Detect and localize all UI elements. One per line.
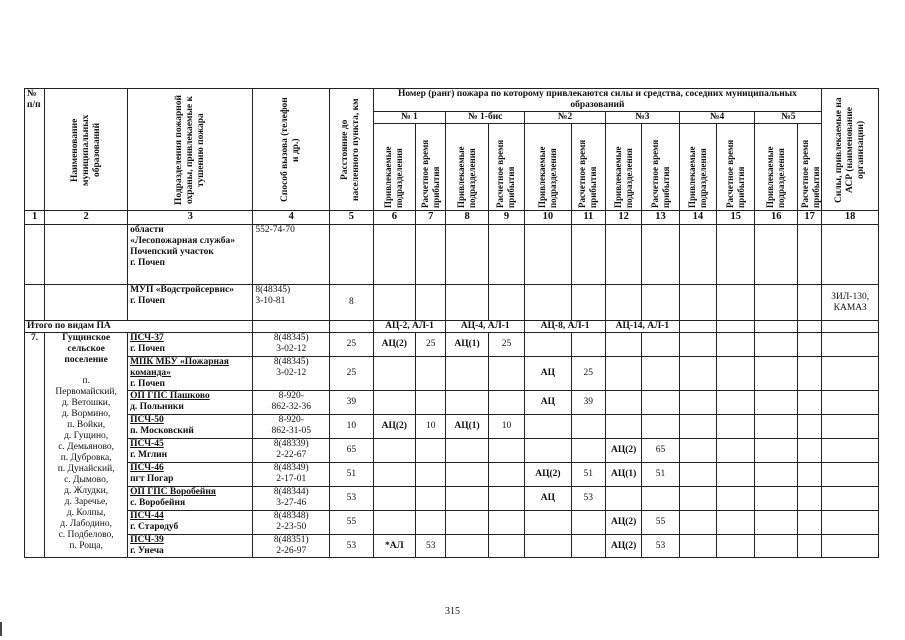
unit-distance: 10: [330, 415, 373, 439]
rank-2-time: 25: [571, 357, 605, 391]
rank-2-units: АЦ: [525, 357, 571, 391]
unit-row: [25, 391, 879, 415]
unit-row: [25, 333, 879, 357]
subheader-units: Привлекаемые подразделения: [686, 146, 708, 208]
unit-distance: 55: [330, 511, 373, 535]
unit-row: [25, 487, 879, 511]
rank-1-time: [416, 439, 446, 463]
rank-1-units: АЦ(2): [373, 333, 415, 357]
subheader-units: Привлекаемые подразделения: [612, 146, 634, 208]
unit-place: г. Почеп: [130, 344, 165, 354]
rank-3-units: АЦ(2): [605, 535, 641, 558]
subheader-time: Расчетное время прибытия: [495, 139, 517, 208]
rank-1bis-time: [488, 391, 524, 415]
subheader-time: Расчетное время прибытия: [577, 139, 599, 208]
rank-2-units: [525, 535, 571, 558]
rank-3-units: [605, 333, 641, 357]
header-rank-1: № 1: [373, 112, 446, 124]
unit-phone: 8(48349) 2-17-01: [253, 463, 330, 487]
unit-distance: 39: [330, 391, 373, 415]
rank-1-time: 53: [416, 535, 446, 558]
unit-row: [25, 463, 879, 487]
page-number: 315: [445, 606, 460, 617]
scan-edge: [0, 622, 2, 636]
rank-1bis-time: [488, 511, 524, 535]
rank-1-units: [373, 439, 415, 463]
rank-3-units: АЦ(2): [605, 511, 641, 535]
rank-2-time: 39: [571, 391, 605, 415]
column-number: 8: [446, 211, 488, 225]
header-call-method: Способ вызова (телефон и др.): [280, 97, 302, 202]
municipality-title: Гущинское сельское поселение: [62, 333, 111, 365]
subheader-units: Привлекаемые подразделения: [536, 146, 558, 208]
rank-1-time: [416, 357, 446, 391]
header-rank-4: №4: [679, 112, 755, 124]
rank-1-units: [373, 391, 415, 415]
column-number: 7: [416, 211, 446, 225]
rank-3-units: [605, 357, 641, 391]
unit-phone: 8(48345) 3-02-12: [253, 357, 330, 391]
rank-1bis-units: [446, 511, 488, 535]
rank-2-time: [571, 439, 605, 463]
rank-2-units: АЦ: [525, 391, 571, 415]
rank-3-time: 53: [642, 535, 679, 558]
rank-1bis-units: АЦ(1): [446, 333, 488, 357]
column-number: 13: [642, 211, 679, 225]
rank-2-time: 51: [571, 463, 605, 487]
subheader-time: Расчетное время прибытия: [724, 139, 746, 208]
rank-1bis-time: [488, 439, 524, 463]
column-number: 10: [525, 211, 571, 225]
rank-1bis-time: [488, 357, 524, 391]
column-number: 9: [488, 211, 524, 225]
rank-1bis-units: [446, 487, 488, 511]
rank-1-time: 10: [416, 415, 446, 439]
unit-distance: 25: [330, 357, 373, 391]
rank-3-time: [642, 357, 679, 391]
rank-3-units: [605, 391, 641, 415]
unit-vodstroy-place: г. Почеп: [130, 296, 165, 306]
municipality-places: п. Первомайский, д. Ветошки, д. Вормино, п. Войки, д. Гущино, с. Демьяново, п. Дубровка, п. Дунайский, с. Дымово, д. Жлудки, д. Заречье, д. Колпы, д. Лабодино, с. Подбелово, п. Роща,: [55, 376, 117, 551]
unit-phone: 8(48345) 3-02-12: [253, 333, 330, 357]
unit-row: [25, 511, 879, 535]
rank-3-time: 65: [642, 439, 679, 463]
unit-vodstroy-phone: 8(48345) 3-10-81: [253, 285, 330, 321]
unit-name: ПСЧ-39: [130, 535, 164, 545]
rank-1-time: 25: [416, 333, 446, 357]
rank-2-time: 53: [571, 487, 605, 511]
subheader-time: Расчетное время прибытия: [419, 139, 441, 208]
rank-1bis-time: 10: [488, 415, 524, 439]
header-rank-2: №2: [525, 112, 606, 124]
rank-1-units: [373, 357, 415, 391]
rank-2-units: АЦ(2): [525, 463, 571, 487]
rank-3-units: [605, 415, 641, 439]
totals-label: Итого по видам ПА: [25, 321, 253, 333]
rank-2-units: [525, 439, 571, 463]
rank-3-units: [605, 487, 641, 511]
rank-1bis-time: [488, 535, 524, 558]
header-distance: Расстояние до населенного пункта, км: [340, 98, 362, 201]
column-number: 16: [755, 211, 797, 225]
rank-1bis-time: [488, 487, 524, 511]
totals-rank-1bis: АЦ-4, АЛ-1: [446, 321, 525, 333]
header-municipality: Наименование муниципальных образований: [69, 113, 102, 186]
header-asr-forces: Силы, привлекаемые на АСР (наименование организации): [833, 96, 866, 203]
rank-3-time: [642, 415, 679, 439]
unit-place: с. Воробейня: [130, 498, 186, 508]
unit-vodstroy-distance: 8: [330, 285, 373, 321]
unit-distance: 51: [330, 463, 373, 487]
unit-name: ПСЧ-44: [130, 511, 164, 521]
unit-name: ПСЧ-46: [130, 463, 164, 473]
fire-forces-table: [24, 88, 879, 558]
rank-3-time: [642, 487, 679, 511]
header-rank-1bis: № 1-бис: [446, 112, 525, 124]
unit-phone: 8(48339) 2-22-67: [253, 439, 330, 463]
column-number: 3: [128, 211, 253, 225]
unit-lesopozhar-phone: 552-74-70: [253, 225, 330, 285]
column-number: 5: [330, 211, 373, 225]
rank-1-time: [416, 487, 446, 511]
rank-3-units: АЦ(2): [605, 439, 641, 463]
unit-place: д. Польники: [130, 402, 184, 412]
rank-1bis-units: [446, 463, 488, 487]
subheader-time: Расчетное время прибытия: [649, 139, 671, 208]
rank-1-time: [416, 463, 446, 487]
rank-1bis-units: [446, 439, 488, 463]
subheader-units: Привлекаемые подразделения: [383, 146, 405, 208]
unit-row: [25, 415, 879, 439]
rank-1-time: [416, 391, 446, 415]
unit-phone: 8-920- 862-31-05: [253, 415, 330, 439]
unit-name: МПК МБУ «Пожарная команда»: [130, 357, 229, 378]
unit-name: ПСЧ-50: [130, 415, 164, 425]
rank-1bis-time: 25: [488, 333, 524, 357]
unit-phone: 8(48348) 2-23-50: [253, 511, 330, 535]
rank-3-time: 51: [642, 463, 679, 487]
rank-3-units: АЦ(1): [605, 463, 641, 487]
rank-3-time: [642, 333, 679, 357]
header-row-number: № п/п: [25, 89, 45, 211]
rank-1-units: АЦ(2): [373, 415, 415, 439]
unit-vodstroy-asr: ЗИЛ-130, КАМАЗ: [822, 285, 879, 321]
header-rank-group: Номер (ранг) пожара по которому привлекаются силы и средства, соседних муниципальных образований: [373, 89, 822, 112]
rank-1-time: [416, 511, 446, 535]
rank-2-time: [571, 333, 605, 357]
unit-place: г. Почеп: [130, 379, 165, 389]
rank-3-time: 55: [642, 511, 679, 535]
rank-1bis-units: [446, 357, 488, 391]
unit-name: ПСЧ-45: [130, 439, 164, 449]
rank-1-units: [373, 487, 415, 511]
unit-distance: 53: [330, 487, 373, 511]
totals-rank-1: АЦ-2, АЛ-1: [373, 321, 446, 333]
column-number: 11: [571, 211, 605, 225]
unit-place: г. Стародуб: [130, 522, 179, 532]
unit-name: ОП ГПС Воробейня: [130, 487, 216, 497]
unit-row: [25, 535, 879, 558]
unit-row: [25, 357, 879, 391]
unit-lesopozhar: области «Лесопожарная служба» Почепский участок г. Почеп: [128, 225, 253, 285]
unit-distance: 65: [330, 439, 373, 463]
column-number: 14: [679, 211, 716, 225]
rank-1bis-units: АЦ(1): [446, 415, 488, 439]
unit-place: г. Унеча: [130, 546, 164, 556]
column-number: 2: [45, 211, 128, 225]
rank-2-time: [571, 415, 605, 439]
column-number: 18: [822, 211, 879, 225]
column-number: 4: [253, 211, 330, 225]
unit-row: [25, 439, 879, 463]
subheader-time: Расчетное время прибытия: [799, 139, 821, 208]
rank-2-units: АЦ: [525, 487, 571, 511]
column-number: 15: [717, 211, 755, 225]
rank-1bis-units: [446, 391, 488, 415]
unit-place: п. Московский: [130, 426, 194, 436]
column-number: 12: [605, 211, 641, 225]
subheader-units: Привлекаемые подразделения: [765, 146, 787, 208]
rank-1-units: [373, 511, 415, 535]
header-rank-3: №3: [605, 112, 679, 124]
rank-1bis-units: [446, 535, 488, 558]
unit-phone: 8(48351) 2-26-97: [253, 535, 330, 558]
rank-1-units: [373, 463, 415, 487]
rank-2-time: [571, 511, 605, 535]
section-number: 7.: [25, 333, 45, 558]
unit-name: ОП ГПС Пашково: [130, 391, 210, 401]
rank-2-time: [571, 535, 605, 558]
unit-phone: 8(48344) 3-27-46: [253, 487, 330, 511]
rank-2-units: [525, 511, 571, 535]
unit-vodstroy: МУП «Водстройсервис»: [130, 285, 235, 295]
rank-2-units: [525, 415, 571, 439]
rank-2-units: [525, 333, 571, 357]
header-rank-5: №5: [755, 112, 822, 124]
rank-1bis-time: [488, 463, 524, 487]
column-number: 1: [25, 211, 45, 225]
unit-name: ПСЧ-37: [130, 333, 164, 343]
unit-place: пгт Погар: [130, 474, 174, 484]
unit-place: г. Мглин: [130, 450, 168, 460]
totals-rank-2: АЦ-8, АЛ-1: [525, 321, 606, 333]
unit-distance: 53: [330, 535, 373, 558]
rank-1-units: *АЛ: [373, 535, 415, 558]
unit-phone: 8-920- 862-32-36: [253, 391, 330, 415]
column-number: 6: [373, 211, 415, 225]
totals-rank-3: АЦ-14, АЛ-1: [605, 321, 679, 333]
rank-3-time: [642, 391, 679, 415]
header-fire-units: Подразделения пожарной охраны, привлекаемые к тушению пожара: [173, 94, 206, 205]
column-number: 17: [797, 211, 821, 225]
unit-distance: 25: [330, 333, 373, 357]
subheader-units: Привлекаемые подразделения: [456, 146, 478, 208]
